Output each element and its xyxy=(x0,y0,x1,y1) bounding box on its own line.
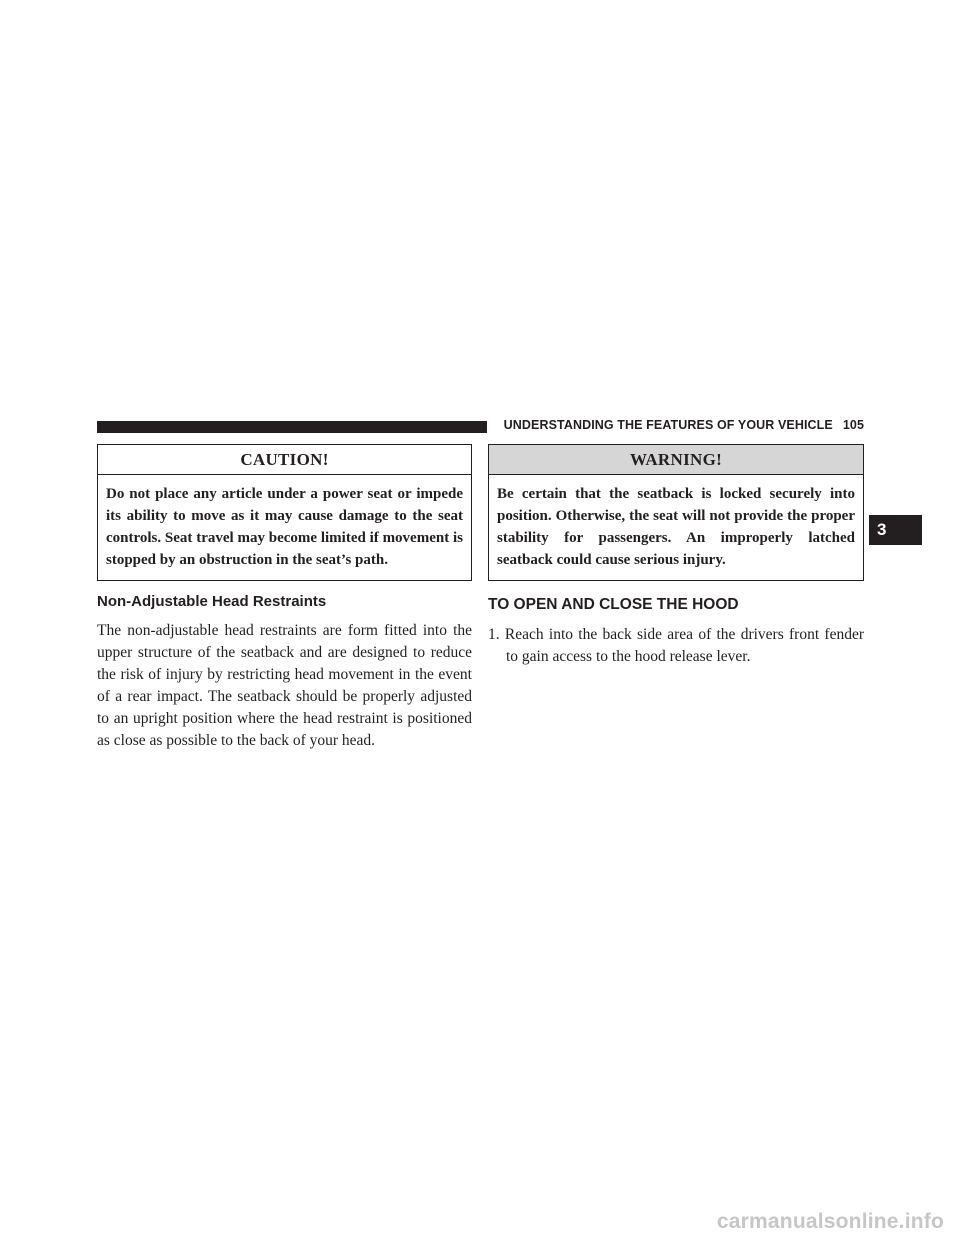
head-restraints-heading: Non-Adjustable Head Restraints xyxy=(97,593,327,610)
running-header xyxy=(496,418,864,432)
caution-text: Do not place any article under a power seat or impede its ability to move as it may cause damage to the seat controls. Seat travel may become limited if movement is stopped by an obstruction in the seat’s path. xyxy=(98,474,471,580)
hood-heading: TO OPEN AND CLOSE THE HOOD xyxy=(488,596,739,613)
page-number: 105 xyxy=(842,418,864,432)
section-title: UNDERSTANDING THE FEATURES OF YOUR VEHICLE xyxy=(503,418,833,432)
right-column xyxy=(488,444,864,668)
left-column xyxy=(97,444,472,752)
warning-box xyxy=(488,444,864,581)
hood-step-1: 1. Reach into the back side area of the drivers front fender to gain access to the hood release lever. xyxy=(488,626,864,665)
warning-text: Be certain that the seatback is locked securely into position. Otherwise, the seat will not provide the proper stability for passengers. An improperly latched seatback could cause serious injury. xyxy=(489,474,863,580)
watermark: carmanualsonline.info xyxy=(716,1210,944,1233)
caution-box xyxy=(97,444,472,581)
head-restraints-paragraph: The non-adjustable head restraints are form fitted into the upper structure of the seatback and are designed to reduce the risk of injury by restricting head movement in the event of a rear impact. The seatback should be properly adjusted to an upright position where the head restraint is positioned as close as possible to the back of your head. xyxy=(97,622,472,749)
header-rule xyxy=(97,421,487,433)
caution-title: CAUTION! xyxy=(240,450,329,469)
chapter-tab: 3 xyxy=(869,515,922,545)
warning-title: WARNING! xyxy=(489,445,863,474)
